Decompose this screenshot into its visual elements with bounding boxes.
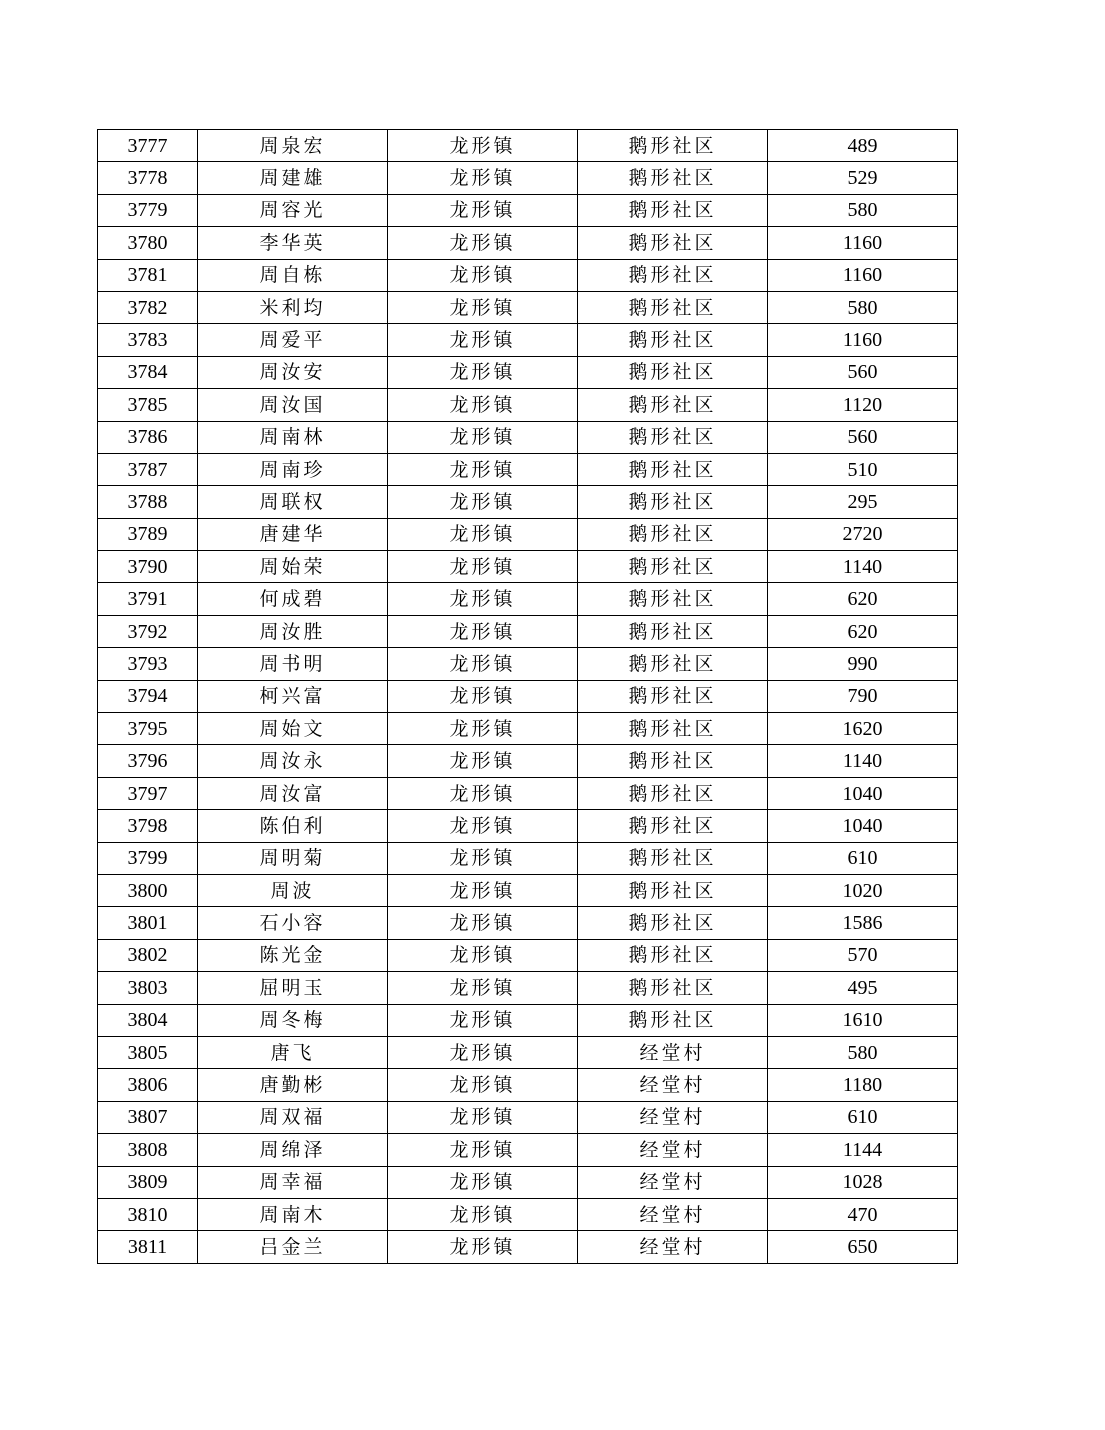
- name-cell: 周自栋: [198, 259, 388, 291]
- name-cell: 吕金兰: [198, 1231, 388, 1263]
- table-row: [98, 777, 958, 809]
- table-row: [98, 648, 958, 680]
- village-cell: 鹅形社区: [578, 194, 768, 226]
- amount-cell: 1144: [768, 1134, 958, 1166]
- village-cell: 鹅形社区: [578, 518, 768, 550]
- amount-cell: 1040: [768, 810, 958, 842]
- table-row: [98, 1231, 958, 1263]
- amount-cell: 1160: [768, 259, 958, 291]
- name-cell: 周始荣: [198, 551, 388, 583]
- name-cell: 周南林: [198, 421, 388, 453]
- row-number-cell: 3781: [98, 259, 198, 291]
- town-cell: 龙形镇: [388, 1004, 578, 1036]
- town-cell: 龙形镇: [388, 389, 578, 421]
- name-cell: 周明菊: [198, 842, 388, 874]
- name-cell: 周幸福: [198, 1166, 388, 1198]
- row-number-cell: 3795: [98, 713, 198, 745]
- village-cell: 经堂村: [578, 1069, 768, 1101]
- amount-cell: 1140: [768, 745, 958, 777]
- name-cell: 周南木: [198, 1198, 388, 1230]
- village-cell: 鹅形社区: [578, 551, 768, 583]
- table-row: [98, 324, 958, 356]
- amount-cell: 650: [768, 1231, 958, 1263]
- row-number-cell: 3797: [98, 777, 198, 809]
- town-cell: 龙形镇: [388, 421, 578, 453]
- amount-cell: 1040: [768, 777, 958, 809]
- village-cell: 鹅形社区: [578, 615, 768, 647]
- table-row: [98, 162, 958, 194]
- row-number-cell: 3808: [98, 1134, 198, 1166]
- row-number-cell: 3806: [98, 1069, 198, 1101]
- amount-cell: 990: [768, 648, 958, 680]
- town-cell: 龙形镇: [388, 745, 578, 777]
- amount-cell: 1140: [768, 551, 958, 583]
- name-cell: 周汝富: [198, 777, 388, 809]
- name-cell: 李华英: [198, 227, 388, 259]
- village-cell: 鹅形社区: [578, 162, 768, 194]
- town-cell: 龙形镇: [388, 972, 578, 1004]
- town-cell: 龙形镇: [388, 518, 578, 550]
- row-number-cell: 3804: [98, 1004, 198, 1036]
- town-cell: 龙形镇: [388, 648, 578, 680]
- amount-cell: 1120: [768, 389, 958, 421]
- table-row: [98, 615, 958, 647]
- row-number-cell: 3785: [98, 389, 198, 421]
- town-cell: 龙形镇: [388, 777, 578, 809]
- town-cell: 龙形镇: [388, 680, 578, 712]
- village-cell: 鹅形社区: [578, 356, 768, 388]
- name-cell: 周南珍: [198, 453, 388, 485]
- town-cell: 龙形镇: [388, 713, 578, 745]
- row-number-cell: 3780: [98, 227, 198, 259]
- table-row: [98, 486, 958, 518]
- name-cell: 周建雄: [198, 162, 388, 194]
- row-number-cell: 3793: [98, 648, 198, 680]
- name-cell: 周爱平: [198, 324, 388, 356]
- amount-cell: 620: [768, 615, 958, 647]
- name-cell: 周波: [198, 874, 388, 906]
- name-cell: 米利均: [198, 291, 388, 323]
- village-cell: 鹅形社区: [578, 259, 768, 291]
- row-number-cell: 3791: [98, 583, 198, 615]
- amount-cell: 1610: [768, 1004, 958, 1036]
- amount-cell: 295: [768, 486, 958, 518]
- table-row: [98, 194, 958, 226]
- table-row: [98, 227, 958, 259]
- village-cell: 鹅形社区: [578, 810, 768, 842]
- village-cell: 鹅形社区: [578, 227, 768, 259]
- amount-cell: 560: [768, 356, 958, 388]
- name-cell: 周泉宏: [198, 130, 388, 162]
- name-cell: 周汝国: [198, 389, 388, 421]
- name-cell: 陈伯利: [198, 810, 388, 842]
- row-number-cell: 3809: [98, 1166, 198, 1198]
- town-cell: 龙形镇: [388, 453, 578, 485]
- name-cell: 周绵泽: [198, 1134, 388, 1166]
- table-row: [98, 1036, 958, 1068]
- amount-cell: 790: [768, 680, 958, 712]
- village-cell: 鹅形社区: [578, 583, 768, 615]
- table-row: [98, 518, 958, 550]
- amount-cell: 489: [768, 130, 958, 162]
- row-number-cell: 3782: [98, 291, 198, 323]
- name-cell: 周联权: [198, 486, 388, 518]
- row-number-cell: 3799: [98, 842, 198, 874]
- amount-cell: 529: [768, 162, 958, 194]
- village-cell: 鹅形社区: [578, 972, 768, 1004]
- amount-cell: 1620: [768, 713, 958, 745]
- village-cell: 经堂村: [578, 1231, 768, 1263]
- amount-cell: 580: [768, 291, 958, 323]
- row-number-cell: 3794: [98, 680, 198, 712]
- row-number-cell: 3786: [98, 421, 198, 453]
- table-row: [98, 810, 958, 842]
- row-number-cell: 3796: [98, 745, 198, 777]
- village-cell: 鹅形社区: [578, 291, 768, 323]
- town-cell: 龙形镇: [388, 1166, 578, 1198]
- table-row: [98, 713, 958, 745]
- table-row: [98, 1134, 958, 1166]
- table-row: [98, 453, 958, 485]
- name-cell: 唐飞: [198, 1036, 388, 1068]
- amount-cell: 610: [768, 842, 958, 874]
- amount-cell: 570: [768, 939, 958, 971]
- row-number-cell: 3811: [98, 1231, 198, 1263]
- row-number-cell: 3810: [98, 1198, 198, 1230]
- town-cell: 龙形镇: [388, 842, 578, 874]
- village-cell: 鹅形社区: [578, 389, 768, 421]
- table-row: [98, 291, 958, 323]
- row-number-cell: 3803: [98, 972, 198, 1004]
- village-cell: 鹅形社区: [578, 842, 768, 874]
- row-number-cell: 3802: [98, 939, 198, 971]
- village-cell: 经堂村: [578, 1198, 768, 1230]
- name-cell: 周双福: [198, 1101, 388, 1133]
- table-row: [98, 1198, 958, 1230]
- row-number-cell: 3789: [98, 518, 198, 550]
- village-cell: 鹅形社区: [578, 874, 768, 906]
- row-number-cell: 3801: [98, 907, 198, 939]
- village-cell: 鹅形社区: [578, 421, 768, 453]
- table-row: [98, 907, 958, 939]
- name-cell: 周始文: [198, 713, 388, 745]
- table-row: [98, 130, 958, 162]
- town-cell: 龙形镇: [388, 583, 578, 615]
- name-cell: 周冬梅: [198, 1004, 388, 1036]
- table-row: [98, 356, 958, 388]
- name-cell: 周书明: [198, 648, 388, 680]
- row-number-cell: 3778: [98, 162, 198, 194]
- town-cell: 龙形镇: [388, 162, 578, 194]
- amount-cell: 1028: [768, 1166, 958, 1198]
- village-cell: 鹅形社区: [578, 324, 768, 356]
- village-cell: 鹅形社区: [578, 453, 768, 485]
- village-cell: 鹅形社区: [578, 777, 768, 809]
- town-cell: 龙形镇: [388, 227, 578, 259]
- row-number-cell: 3805: [98, 1036, 198, 1068]
- amount-cell: 1160: [768, 324, 958, 356]
- table-row: [98, 939, 958, 971]
- town-cell: 龙形镇: [388, 486, 578, 518]
- row-number-cell: 3790: [98, 551, 198, 583]
- amount-cell: 580: [768, 1036, 958, 1068]
- village-cell: 鹅形社区: [578, 1004, 768, 1036]
- amount-cell: 495: [768, 972, 958, 1004]
- table-row: [98, 1101, 958, 1133]
- name-cell: 石小容: [198, 907, 388, 939]
- row-number-cell: 3784: [98, 356, 198, 388]
- village-cell: 鹅形社区: [578, 680, 768, 712]
- table-row: [98, 1004, 958, 1036]
- table-row: [98, 745, 958, 777]
- name-cell: 周容光: [198, 194, 388, 226]
- town-cell: 龙形镇: [388, 259, 578, 291]
- table-row: [98, 680, 958, 712]
- village-cell: 鹅形社区: [578, 130, 768, 162]
- table-row: [98, 842, 958, 874]
- table-row: [98, 259, 958, 291]
- amount-cell: 2720: [768, 518, 958, 550]
- row-number-cell: 3787: [98, 453, 198, 485]
- village-cell: 鹅形社区: [578, 713, 768, 745]
- town-cell: 龙形镇: [388, 810, 578, 842]
- town-cell: 龙形镇: [388, 615, 578, 647]
- data-table: [97, 129, 958, 1264]
- town-cell: 龙形镇: [388, 1101, 578, 1133]
- name-cell: 唐勤彬: [198, 1069, 388, 1101]
- town-cell: 龙形镇: [388, 1069, 578, 1101]
- village-cell: 经堂村: [578, 1036, 768, 1068]
- table-row: [98, 551, 958, 583]
- row-number-cell: 3783: [98, 324, 198, 356]
- amount-cell: 1160: [768, 227, 958, 259]
- name-cell: 周汝永: [198, 745, 388, 777]
- amount-cell: 620: [768, 583, 958, 615]
- village-cell: 鹅形社区: [578, 907, 768, 939]
- town-cell: 龙形镇: [388, 194, 578, 226]
- town-cell: 龙形镇: [388, 1198, 578, 1230]
- amount-cell: 510: [768, 453, 958, 485]
- town-cell: 龙形镇: [388, 939, 578, 971]
- town-cell: 龙形镇: [388, 130, 578, 162]
- row-number-cell: 3788: [98, 486, 198, 518]
- town-cell: 龙形镇: [388, 1036, 578, 1068]
- village-cell: 经堂村: [578, 1134, 768, 1166]
- table-row: [98, 1069, 958, 1101]
- name-cell: 周汝胜: [198, 615, 388, 647]
- table-row: [98, 1166, 958, 1198]
- town-cell: 龙形镇: [388, 874, 578, 906]
- town-cell: 龙形镇: [388, 356, 578, 388]
- amount-cell: 1586: [768, 907, 958, 939]
- village-cell: 鹅形社区: [578, 939, 768, 971]
- name-cell: 屈明玉: [198, 972, 388, 1004]
- row-number-cell: 3777: [98, 130, 198, 162]
- name-cell: 周汝安: [198, 356, 388, 388]
- amount-cell: 610: [768, 1101, 958, 1133]
- town-cell: 龙形镇: [388, 907, 578, 939]
- amount-cell: 470: [768, 1198, 958, 1230]
- amount-cell: 1180: [768, 1069, 958, 1101]
- town-cell: 龙形镇: [388, 324, 578, 356]
- village-cell: 经堂村: [578, 1166, 768, 1198]
- table-row: [98, 972, 958, 1004]
- town-cell: 龙形镇: [388, 291, 578, 323]
- village-cell: 鹅形社区: [578, 486, 768, 518]
- row-number-cell: 3792: [98, 615, 198, 647]
- name-cell: 唐建华: [198, 518, 388, 550]
- amount-cell: 560: [768, 421, 958, 453]
- table-row: [98, 583, 958, 615]
- village-cell: 鹅形社区: [578, 745, 768, 777]
- town-cell: 龙形镇: [388, 1231, 578, 1263]
- town-cell: 龙形镇: [388, 1134, 578, 1166]
- row-number-cell: 3798: [98, 810, 198, 842]
- amount-cell: 580: [768, 194, 958, 226]
- village-cell: 经堂村: [578, 1101, 768, 1133]
- table-body: [98, 130, 958, 1264]
- table-row: [98, 421, 958, 453]
- row-number-cell: 3807: [98, 1101, 198, 1133]
- town-cell: 龙形镇: [388, 551, 578, 583]
- name-cell: 柯兴富: [198, 680, 388, 712]
- amount-cell: 1020: [768, 874, 958, 906]
- name-cell: 何成碧: [198, 583, 388, 615]
- name-cell: 陈光金: [198, 939, 388, 971]
- row-number-cell: 3800: [98, 874, 198, 906]
- table-row: [98, 389, 958, 421]
- village-cell: 鹅形社区: [578, 648, 768, 680]
- table-row: [98, 874, 958, 906]
- row-number-cell: 3779: [98, 194, 198, 226]
